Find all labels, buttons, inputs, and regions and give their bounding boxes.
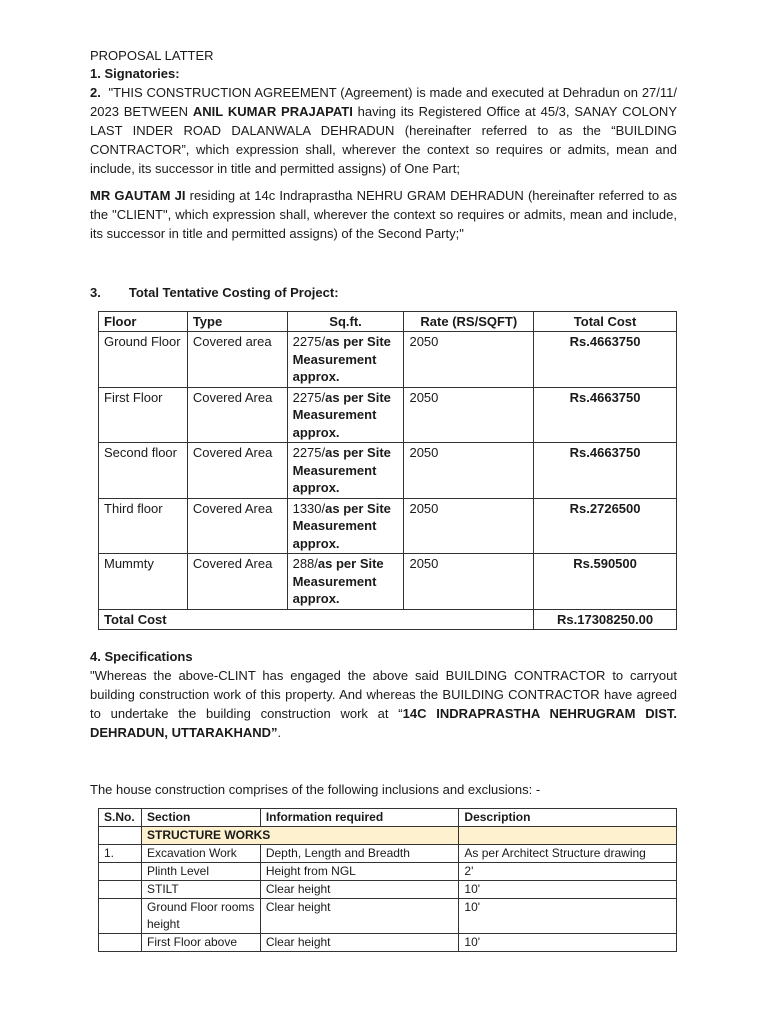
sno-cell: 1. bbox=[99, 845, 142, 863]
specifications-paragraph bbox=[90, 666, 677, 742]
table-row bbox=[99, 881, 677, 899]
info-cell: Clear height bbox=[260, 934, 459, 952]
table-row bbox=[99, 443, 677, 499]
client-paragraph bbox=[90, 186, 677, 243]
client-text: residing at 14c Indraprastha NEHRU GRAM DEHRADUN (hereinafter referred to as the "CLIENT", which expression shall, wherever the context so requires or admits, mean and include, its successor in title and permitted assigns) of the Second Party;" bbox=[90, 188, 677, 241]
section-cell: STILT bbox=[141, 881, 260, 899]
info-cell: Clear height bbox=[260, 899, 459, 934]
total-label: Total Cost bbox=[99, 609, 534, 630]
info-cell: Clear height bbox=[260, 881, 459, 899]
description-cell: 10' bbox=[459, 881, 677, 899]
agreement-paragraph bbox=[90, 83, 677, 178]
sqft-cell: 2275/as per Site Measurement approx. bbox=[287, 443, 404, 499]
sno-cell bbox=[99, 863, 142, 881]
rate-cell: 2050 bbox=[404, 498, 534, 554]
specifications-text-b: . bbox=[277, 725, 282, 740]
table-row bbox=[99, 934, 677, 952]
col-description: Description bbox=[459, 809, 677, 827]
col-total: Total Cost bbox=[534, 312, 677, 332]
col-floor: Floor bbox=[99, 312, 188, 332]
floor-cell: First Floor bbox=[99, 387, 188, 443]
sqft-cell: 2275/as per Site Measurement approx. bbox=[287, 387, 404, 443]
sqft-cell: 288/as per Site Measurement approx. bbox=[287, 554, 404, 610]
sno-cell bbox=[99, 899, 142, 934]
specifications-text-a: "Whereas the above-CLINT has engaged the above said BUILDING CONTRACTOR to carryout building construction work of this property. And whereas the BUILDING CONTRACTOR have agreed to undertake the building construction work at “ bbox=[90, 668, 677, 721]
rate-cell: 2050 bbox=[404, 332, 534, 388]
info-cell: Depth, Length and Breadth bbox=[260, 845, 459, 863]
paragraph-number: 2. bbox=[90, 85, 101, 100]
section-signatories: 1. Signatories: bbox=[90, 66, 180, 81]
table-row bbox=[99, 554, 677, 610]
col-info: Information required bbox=[260, 809, 459, 827]
agreement-text-a: "THIS CONSTRUCTION AGREEMENT (Agreement) is made and executed at Dehradun on 27/11/ 2023 BETWEEN bbox=[90, 85, 677, 119]
col-type: Type bbox=[187, 312, 287, 332]
costing-title: Total Tentative Costing of Project: bbox=[128, 285, 339, 300]
document-title: PROPOSAL LATTER bbox=[90, 48, 214, 63]
site-address: 14C INDRAPRASTHA NEHRUGRAM DIST. DEHRADUN, UTTARAKHAND” bbox=[90, 706, 677, 740]
table-row bbox=[99, 332, 677, 388]
specifications-heading: 4. Specifications bbox=[90, 649, 193, 664]
total-cell: Rs.4663750 bbox=[534, 387, 677, 443]
type-cell: Covered Area bbox=[187, 387, 287, 443]
section-row bbox=[99, 827, 677, 845]
total-row bbox=[99, 609, 677, 630]
table-row bbox=[99, 387, 677, 443]
section-cell: First Floor above bbox=[141, 934, 260, 952]
floor-cell: Mummty bbox=[99, 554, 188, 610]
rate-cell: 2050 bbox=[404, 387, 534, 443]
total-value: Rs.17308250.00 bbox=[534, 609, 677, 630]
rate-cell: 2050 bbox=[404, 443, 534, 499]
costing-header-row bbox=[99, 312, 677, 332]
col-sqft: Sq.ft. bbox=[287, 312, 404, 332]
inclusions-header-row bbox=[99, 809, 677, 827]
table-row bbox=[99, 863, 677, 881]
table-row bbox=[99, 498, 677, 554]
total-cell: Rs.590500 bbox=[534, 554, 677, 610]
description-cell: As per Architect Structure drawing bbox=[459, 845, 677, 863]
sno-cell bbox=[99, 934, 142, 952]
total-cell: Rs.4663750 bbox=[534, 332, 677, 388]
description-cell: 2' bbox=[459, 863, 677, 881]
inclusions-table bbox=[98, 808, 677, 952]
table-row bbox=[99, 899, 677, 934]
costing-number: 3. bbox=[90, 285, 101, 300]
floor-cell: Third floor bbox=[99, 498, 188, 554]
col-rate: Rate (RS/SQFT) bbox=[404, 312, 534, 332]
description-cell: 10' bbox=[459, 899, 677, 934]
floor-cell: Ground Floor bbox=[99, 332, 188, 388]
type-cell: Covered Area bbox=[187, 554, 287, 610]
description-cell: 10' bbox=[459, 934, 677, 952]
col-sno: S.No. bbox=[99, 809, 142, 827]
agreement-text-b: having its Registered Office at 45/3, SANAY COLONY LAST INDER ROAD DALANWALA DEHRADUN (hereinafter referred to as the “BUILDING CONTRACTOR”, which expression shall, wherever the context so requires or admits, mean and include, its successor in title and permitted assigns) of One Part; bbox=[90, 104, 677, 176]
sno-cell bbox=[99, 881, 142, 899]
costing-table bbox=[98, 311, 677, 630]
floor-cell: Second floor bbox=[99, 443, 188, 499]
type-cell: Covered Area bbox=[187, 498, 287, 554]
sqft-cell: 1330/as per Site Measurement approx. bbox=[287, 498, 404, 554]
col-section: Section bbox=[141, 809, 260, 827]
table-row bbox=[99, 845, 677, 863]
type-cell: Covered area bbox=[187, 332, 287, 388]
inclusions-intro: The house construction comprises of the following inclusions and exclusions: - bbox=[90, 782, 541, 797]
section-cell: Excavation Work bbox=[141, 845, 260, 863]
contractor-name: ANIL KUMAR PRAJAPATI bbox=[192, 104, 353, 119]
client-name: MR GAUTAM JI bbox=[90, 188, 186, 203]
section-title: STRUCTURE WORKS bbox=[141, 827, 458, 845]
type-cell: Covered Area bbox=[187, 443, 287, 499]
section-cell: Ground Floor rooms height bbox=[141, 899, 260, 934]
total-cell: Rs.2726500 bbox=[534, 498, 677, 554]
total-cell: Rs.4663750 bbox=[534, 443, 677, 499]
sqft-cell: 2275/as per Site Measurement approx. bbox=[287, 332, 404, 388]
section-cell: Plinth Level bbox=[141, 863, 260, 881]
costing-heading bbox=[90, 283, 339, 302]
rate-cell: 2050 bbox=[404, 554, 534, 610]
info-cell: Height from NGL bbox=[260, 863, 459, 881]
